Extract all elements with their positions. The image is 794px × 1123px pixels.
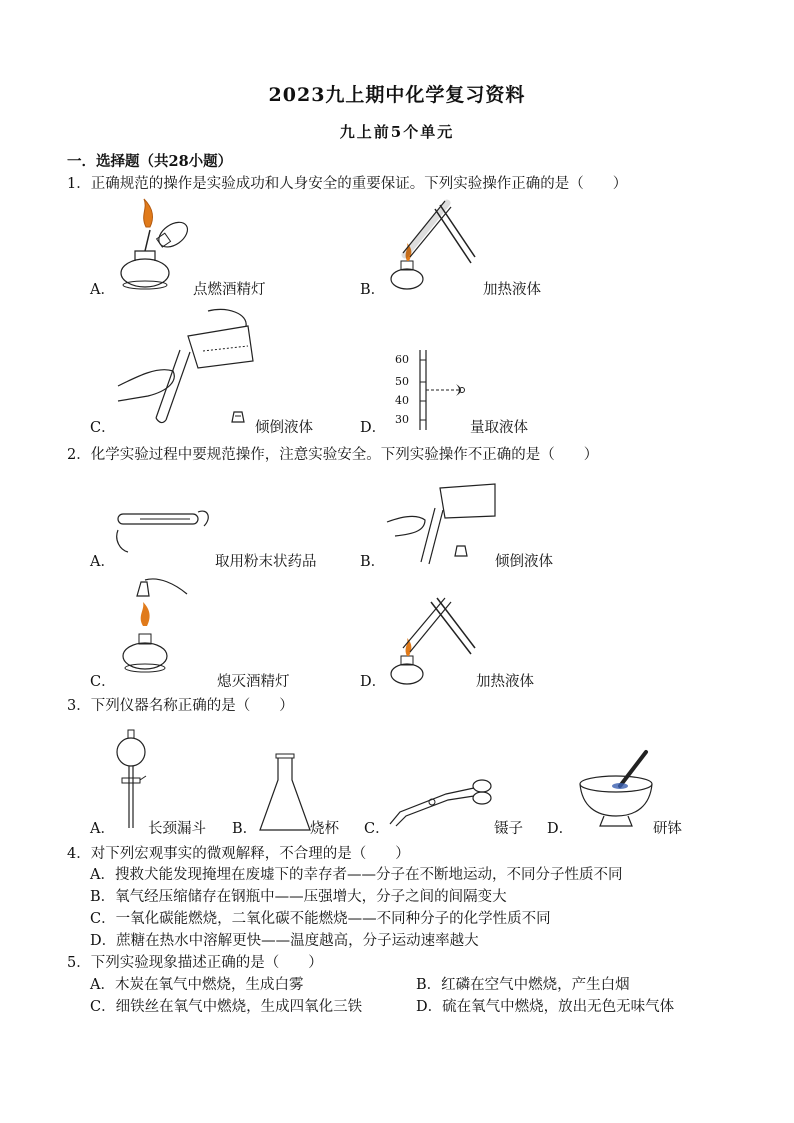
q1-option-d-letter: D． <box>360 420 387 436</box>
q2-stem: 2．化学实验过程中要规范操作，注意实验安全。下列实验操作不正确的是（ ） <box>67 447 599 463</box>
q1-c-illustration-pouring-icon <box>118 306 258 426</box>
q2-option-d-letter: D． <box>360 674 387 690</box>
q1-option-a-letter: A． <box>90 282 115 298</box>
q4-option-d: D．蔗糖在热水中溶解更快——温度越高，分子运动速率越大 <box>90 933 479 949</box>
q2-b-stopper-icon <box>453 544 469 558</box>
q1-b-illustration-heating-tube-icon <box>385 195 485 295</box>
q3-stem: 3．下列仪器名称正确的是（ ） <box>67 698 294 714</box>
q2-option-a-label: 取用粉末状药品 <box>215 554 317 570</box>
q3-option-b-label: 烧杯 <box>310 821 339 837</box>
q2-option-c-letter: C． <box>90 674 116 690</box>
q1-d-tick-30: 30 <box>395 413 409 426</box>
q3-option-c-label: 镊子 <box>494 821 523 837</box>
q3-option-b-letter: B． <box>232 821 258 837</box>
q1-d-tick-50: 50 <box>395 375 409 388</box>
q2-option-c-label: 熄灭酒精灯 <box>217 674 290 690</box>
q2-option-b-letter: B． <box>360 554 386 570</box>
q2-option-a-letter: A． <box>90 554 115 570</box>
q1-c-stopper-icon <box>230 410 246 424</box>
q1-option-b-label: 加热液体 <box>483 282 541 298</box>
q1-d-tick-60: 60 <box>395 353 409 366</box>
q1-option-b-letter: B． <box>360 282 386 298</box>
q1-d-tick-40: 40 <box>395 394 409 407</box>
q5-option-b: B．红磷在空气中燃烧，产生白烟 <box>416 977 630 993</box>
q5-stem: 5．下列实验现象描述正确的是（ ） <box>67 955 323 971</box>
q4-stem: 4．对下列宏观事实的微观解释，不合理的是（ ） <box>67 846 410 862</box>
q1-option-a-label: 点燃酒精灯 <box>193 282 266 298</box>
q1-a-illustration-lighting-lamp-icon <box>110 205 205 295</box>
q3-d-mortar-pestle-icon <box>576 748 662 832</box>
q2-option-d-label: 加热液体 <box>476 674 534 690</box>
q4-option-b: B．氧气经压缩储存在钢瓶中——压强增大，分子之间的间隔变大 <box>90 889 507 905</box>
q3-option-a-letter: A． <box>90 821 115 837</box>
q3-c-crucible-tongs-icon <box>386 772 494 828</box>
q2-a-illustration-powder-icon <box>112 500 216 558</box>
q2-d-illustration-heating-tube-icon <box>385 592 485 688</box>
q3-a-separatory-funnel-icon <box>114 728 150 832</box>
q5-option-a: A．木炭在氧气中燃烧，生成白雾 <box>90 977 304 993</box>
q1-option-d-label: 量取液体 <box>470 420 528 436</box>
q1-stem: 1．正确规范的操作是实验成功和人身安全的重要保证。下列实验操作正确的是（ ） <box>67 176 628 192</box>
q4-option-a: A．搜救犬能发现掩埋在废墟下的幸存者——分子在不断地运动，不同分子性质不同 <box>90 867 623 883</box>
q5-option-d: D．硫在氧气中燃烧，放出无色无味气体 <box>416 999 675 1015</box>
q3-option-d-label: 研钵 <box>653 821 682 837</box>
q3-option-d-letter: D． <box>547 821 574 837</box>
q4-option-c: C．一氧化碳能燃烧，二氧化碳不能燃烧——不同种分子的化学性质不同 <box>90 911 551 927</box>
q1-option-c-label: 倾倒液体 <box>255 420 313 436</box>
q3-option-a-label: 长颈漏斗 <box>148 821 206 837</box>
q2-c-illustration-extinguish-icon <box>115 576 195 680</box>
q5-option-c: C．细铁丝在氧气中燃烧，生成四氧化三铁 <box>90 999 363 1015</box>
page-title: 2023九上期中化学复习资料 <box>268 84 526 106</box>
q2-b-illustration-pouring-icon <box>385 478 500 566</box>
q1-option-c-letter: C． <box>90 420 116 436</box>
q3-option-c-letter: C． <box>364 821 390 837</box>
q2-option-b-label: 倾倒液体 <box>495 554 553 570</box>
page-subtitle: 九上前5个单元 <box>339 123 455 141</box>
q3-b-conical-flask-icon <box>258 752 314 834</box>
section-heading: 一．选择题（共28小题） <box>67 153 233 170</box>
